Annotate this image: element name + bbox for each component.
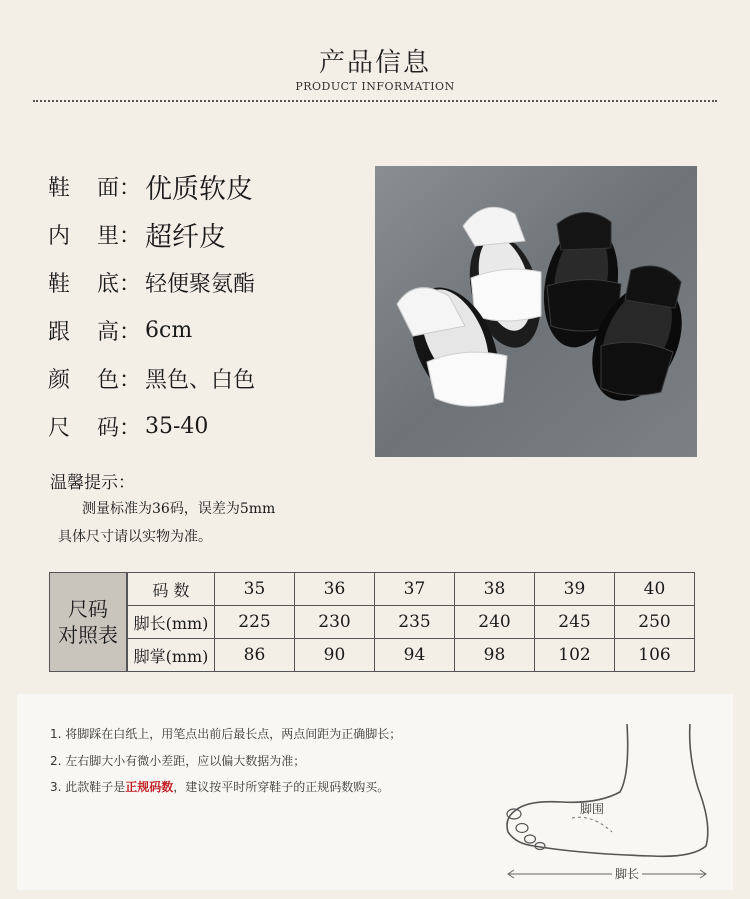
table-cell: 38: [455, 573, 535, 606]
table-cell: 230: [295, 606, 375, 639]
table-cell: 102: [535, 639, 615, 672]
table-cell: 98: [455, 639, 535, 672]
table-cell: 250: [615, 606, 695, 639]
spec-value: 35-40: [145, 413, 209, 439]
spec-value: 优质软皮: [145, 173, 253, 205]
foot-length-label: 脚长: [612, 865, 642, 882]
table-cell: 90: [295, 639, 375, 672]
size-chart-table: [49, 572, 695, 672]
spec-row-sole: [48, 258, 368, 306]
page-subtitle: PRODUCT INFORMATION: [295, 80, 455, 93]
spec-key: 里: [96, 223, 119, 249]
spec-key: 内: [48, 223, 71, 249]
spec-value: 轻便聚氨酯: [145, 271, 256, 297]
table-cell: 35: [215, 573, 295, 606]
spec-colon: ：: [118, 271, 141, 297]
table-cell: 245: [535, 606, 615, 639]
table-cell: 39: [535, 573, 615, 606]
spec-key: 面: [96, 175, 119, 201]
spec-colon: ：: [118, 367, 141, 393]
table-cell: 37: [375, 573, 455, 606]
page-title: 产品信息: [318, 48, 431, 78]
spec-colon: ：: [118, 319, 141, 345]
table-cell: 94: [375, 639, 455, 672]
spec-key: 码: [96, 415, 119, 441]
spec-key: 跟: [48, 319, 71, 345]
table-row: [50, 573, 695, 606]
spec-colon: ：: [118, 415, 141, 441]
row-header: 码 数: [127, 573, 215, 606]
foot-girth-label: 脚围: [580, 802, 605, 816]
size-chart-side-label: [50, 573, 128, 672]
notice-heading: 温馨提示：: [50, 473, 135, 493]
guide-tip-3-emphasis: 正规码数: [125, 780, 174, 794]
spec-row-upper: [48, 162, 368, 210]
notice-block: [50, 468, 276, 545]
spec-key: 鞋: [48, 271, 71, 297]
spec-row-heel: [48, 306, 368, 354]
spec-value: 6cm: [145, 317, 193, 343]
spec-key: 尺: [48, 415, 71, 441]
row-header: 脚长(mm): [127, 606, 215, 639]
measure-guide: [17, 694, 733, 890]
foot-diagram: [502, 714, 732, 886]
table-cell: 235: [375, 606, 455, 639]
spec-key: 色: [96, 367, 119, 393]
sandals-illustration: [375, 166, 697, 457]
spec-colon: ：: [118, 223, 141, 249]
dotted-divider: [33, 100, 717, 102]
side-label-line-1: 尺码: [68, 597, 108, 621]
table-cell: 86: [215, 639, 295, 672]
spec-value: 超纤皮: [145, 221, 226, 253]
row-header: 脚掌(mm): [127, 639, 215, 672]
guide-tip-3-prefix: 3. 此款鞋子是: [50, 780, 126, 794]
spec-list: [48, 162, 368, 450]
guide-tip-1: 1. 将脚踩在白纸上，用笔点出前后最长点，两点间距为正确脚长；: [50, 727, 402, 741]
header: [0, 0, 750, 110]
table-cell: 240: [455, 606, 535, 639]
table-cell: 40: [615, 573, 695, 606]
spec-colon: ：: [118, 175, 141, 201]
table-cell: 106: [615, 639, 695, 672]
notice-line-1: 测量标准为36码，误差为5mm: [82, 501, 276, 517]
guide-tip-2: 2. 左右脚大小有微小差距，应以偏大数据为准；: [50, 754, 306, 768]
spec-key: 颜: [48, 367, 71, 393]
spec-row-size: [48, 402, 368, 450]
product-photo: [375, 166, 697, 457]
spec-value: 黑色、白色: [145, 367, 256, 393]
spec-row-lining: [48, 210, 368, 258]
foot-outline-icon: [502, 714, 732, 886]
table-row: [50, 606, 695, 639]
notice-line-2: 具体尺寸请以实物为准。: [58, 529, 212, 545]
table-row: [50, 639, 695, 672]
table-cell: 225: [215, 606, 295, 639]
guide-tip-3-suffix: ，建议按平时所穿鞋子的正规码数购买。: [173, 780, 390, 794]
table-cell: 36: [295, 573, 375, 606]
spec-key: 鞋: [48, 175, 71, 201]
spec-key: 底: [96, 271, 119, 297]
guide-tip-3: [50, 778, 389, 795]
spec-row-color: [48, 354, 368, 402]
side-label-line-2: 对照表: [58, 623, 118, 647]
spec-key: 高: [96, 319, 119, 345]
